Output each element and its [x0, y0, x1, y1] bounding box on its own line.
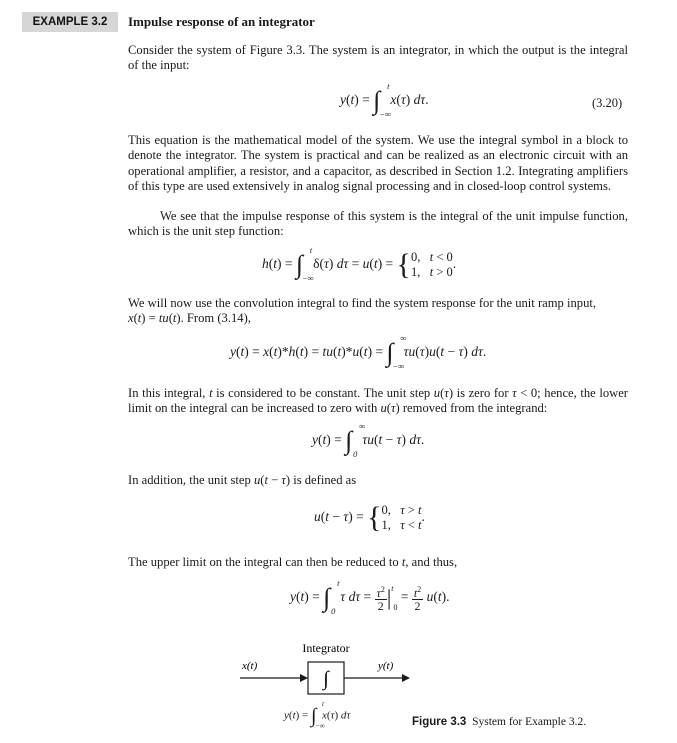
example-badge: EXAMPLE 3.2 [22, 12, 118, 32]
paragraph-ramp: We will now use the convolution integral to find the system response for the unit ramp input, x(t) = tu(t). From (3.14), [128, 296, 597, 326]
paragraph-step-def: In addition, the unit step u(t − τ) is defined as [128, 473, 357, 487]
equation-3-20: y(t) = ∫ t −∞ x(τ) dτ. [340, 81, 429, 119]
diagram-equation: y(t) = ∫ t −∞ x(τ) dτ [284, 700, 351, 730]
input-label: x(t) [242, 660, 258, 672]
caption-text: System for Example 3.2. [472, 716, 587, 728]
caption-label: Figure 3.3 [412, 716, 467, 728]
figure-caption [412, 716, 586, 728]
equation-convolution: y(t) = x(t)*h(t) = tu(t)*u(t) = ∫ ∞ −∞ τu(τ)u(t − τ) dτ. [230, 333, 487, 371]
paragraph-impulse: We see that the impulse response of this system is the integral of the unit impulse function, which is the unit step function: [128, 209, 628, 239]
paragraph-limits: In this integral, t is considered to be constant. The unit step u(τ) is zero for τ < 0; hence, the lower limit on the integral can be increased to zero with u(τ) removed from the integrand: [128, 386, 628, 416]
equation-lower-limit: y(t) = ∫ ∞ 0 τu(t − τ) dτ. [312, 421, 425, 459]
equation-result: y(t) = ∫ t 0 τ dτ = $\frac{\tau^2}{2}|^t0$ = $\frac{t^2}{2} u(t)$. [290, 578, 450, 616]
paragraph-upper-limit: The upper limit on the integral can then be reduced to t, and thus, [128, 555, 458, 569]
example-title: Impulse response of an integrator [128, 14, 315, 29]
paragraph-intro: Consider the system of Figure 3.3. The system is an integrator, in which the output is the integral of the input: [128, 43, 628, 73]
paragraph-model: This equation is the mathematical model of the system. We use the integral symbol in a block to denote the integrator. The system is practical and can be realized as an electronic circuit with an operational amplifier, a resistor, and a capacitor, as described in Section 1.2. Integrating amplifiers of this type are used extensively in analog signal processing and in closed-loop control systems. [128, 133, 628, 194]
input-arrowhead [300, 674, 308, 682]
equation-step: h(t) = ∫ t −∞ δ(τ) dτ = u(t) = {0, t < 0 1, t > 0. [262, 245, 457, 283]
output-label: y(t) [378, 660, 394, 672]
block-label: Integrator [302, 641, 350, 655]
integral-symbol: ∫ [323, 668, 329, 690]
equation-step-def: u(t − τ) = {0, τ > t 1, τ < t. [314, 501, 425, 534]
output-arrowhead [402, 674, 410, 682]
equation-number: (3.20) [592, 96, 623, 110]
